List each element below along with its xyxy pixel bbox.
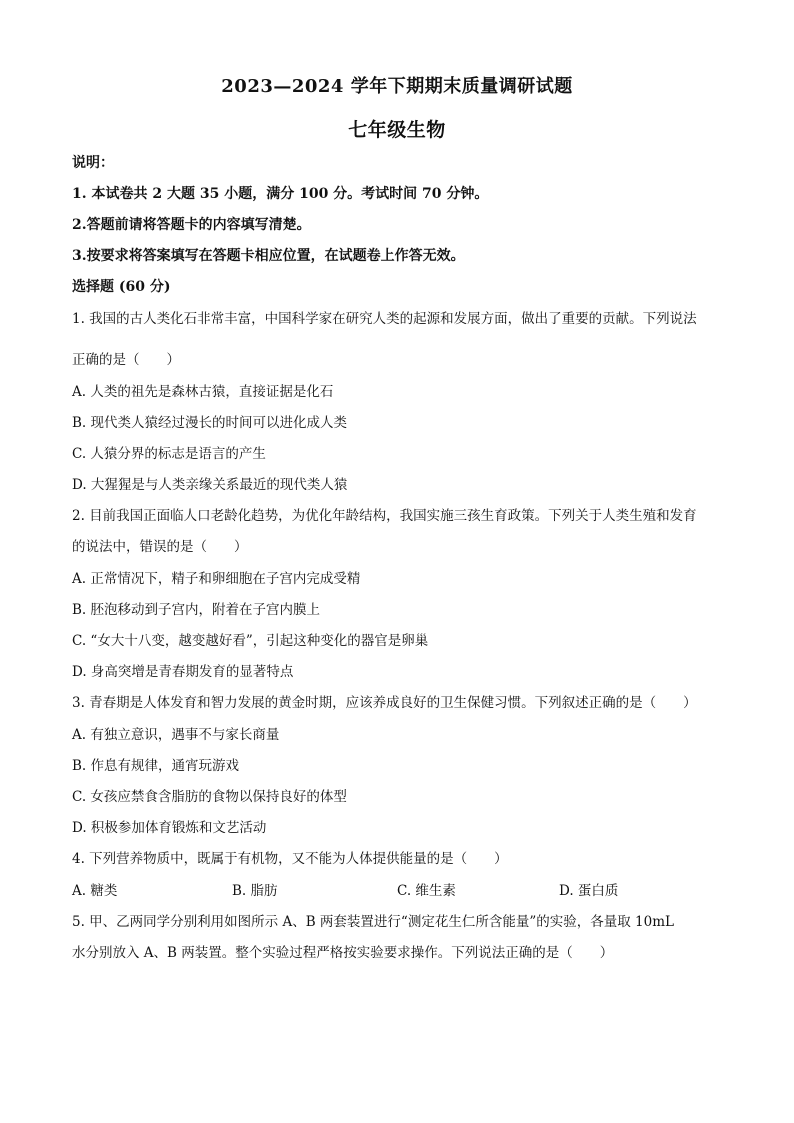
question-4-option-a: A. 糖类: [72, 883, 118, 899]
instructions-heading: 说明：: [72, 155, 114, 171]
question-2-option-d: D. 身高突增是青春期发育的显著特点: [72, 664, 294, 680]
question-3-option-d: D. 积极参加体育锻炼和文艺活动: [72, 820, 267, 836]
question-2-stem: 的说法中，错误的是（ ）: [72, 539, 248, 555]
exam-subtitle: 七年级生物: [348, 119, 446, 141]
question-2-stem: 2. 目前我国正面临人口老龄化趋势，为优化年龄结构，我国实施三孩生育政策。下列关于人类生殖和发育: [72, 508, 697, 524]
exam-title: 2023—2024 学年下期期末质量调研试题: [221, 76, 573, 97]
instruction-item: 1. 本试卷共 2 大题 35 小题，满分 100 分。考试时间 70 分钟。: [72, 186, 489, 202]
question-1-option-c: C. 人猿分界的标志是语言的产生: [72, 446, 266, 462]
question-5-stem: 水分别放入 A、B 两装置。整个实验过程严格按实验要求操作。下列说法正确的是（ ）: [72, 945, 614, 961]
question-5-stem: 5. 甲、乙两同学分别利用如图所示 A、B 两套装置进行“测定花生仁所含能量”的实验，各量取 10mL: [72, 914, 674, 930]
question-4-stem: 4. 下列营养物质中，既属于有机物，又不能为人体提供能量的是（ ）: [72, 851, 508, 867]
question-1-option-a: A. 人类的祖先是森林古猿，直接证据是化石: [72, 384, 334, 400]
question-2-option-c: C. “女大十八变，越变越好看”，引起这种变化的器官是卵巢: [72, 633, 429, 649]
question-1-stem: 1. 我国的古人类化石非常丰富，中国科学家在研究人类的起源和发展方面，做出了重要的贡献。下列说法: [72, 311, 697, 327]
question-3-option-a: A. 有独立意识，遇事不与家长商量: [72, 727, 280, 743]
section-heading: 选择题 (60 分): [72, 279, 171, 295]
question-2-option-b: B. 胚泡移动到子宫内，附着在子宫内膜上: [72, 602, 321, 618]
question-3-stem: 3. 青春期是人体发育和智力发展的黄金时期，应该养成良好的卫生保健习惯。下列叙述正确的是（ ）: [72, 695, 697, 711]
question-1-option-b: B. 现代类人猿经过漫长的时间可以进化成人类: [72, 415, 348, 431]
question-3-option-c: C. 女孩应禁食含脂肪的食物以保持良好的体型: [72, 789, 347, 805]
instruction-item: 3.按要求将答案填写在答题卡相应位置，在试题卷上作答无效。: [72, 248, 465, 264]
question-3-option-b: B. 作息有规律，通宵玩游戏: [72, 758, 240, 774]
question-1-option-d: D. 大猩猩是与人类亲缘关系最近的现代类人猿: [72, 477, 348, 493]
question-4-option-b: B. 脂肪: [232, 883, 278, 899]
question-4-option-c: C. 维生素: [397, 883, 456, 899]
question-2-option-a: A. 正常情况下，精子和卵细胞在子宫内完成受精: [72, 571, 361, 587]
question-4-option-d: D. 蛋白质: [559, 883, 619, 899]
instruction-item: 2.答题前请将答题卡的内容填写清楚。: [72, 217, 311, 233]
question-1-stem: 正确的是（ ）: [72, 352, 180, 368]
